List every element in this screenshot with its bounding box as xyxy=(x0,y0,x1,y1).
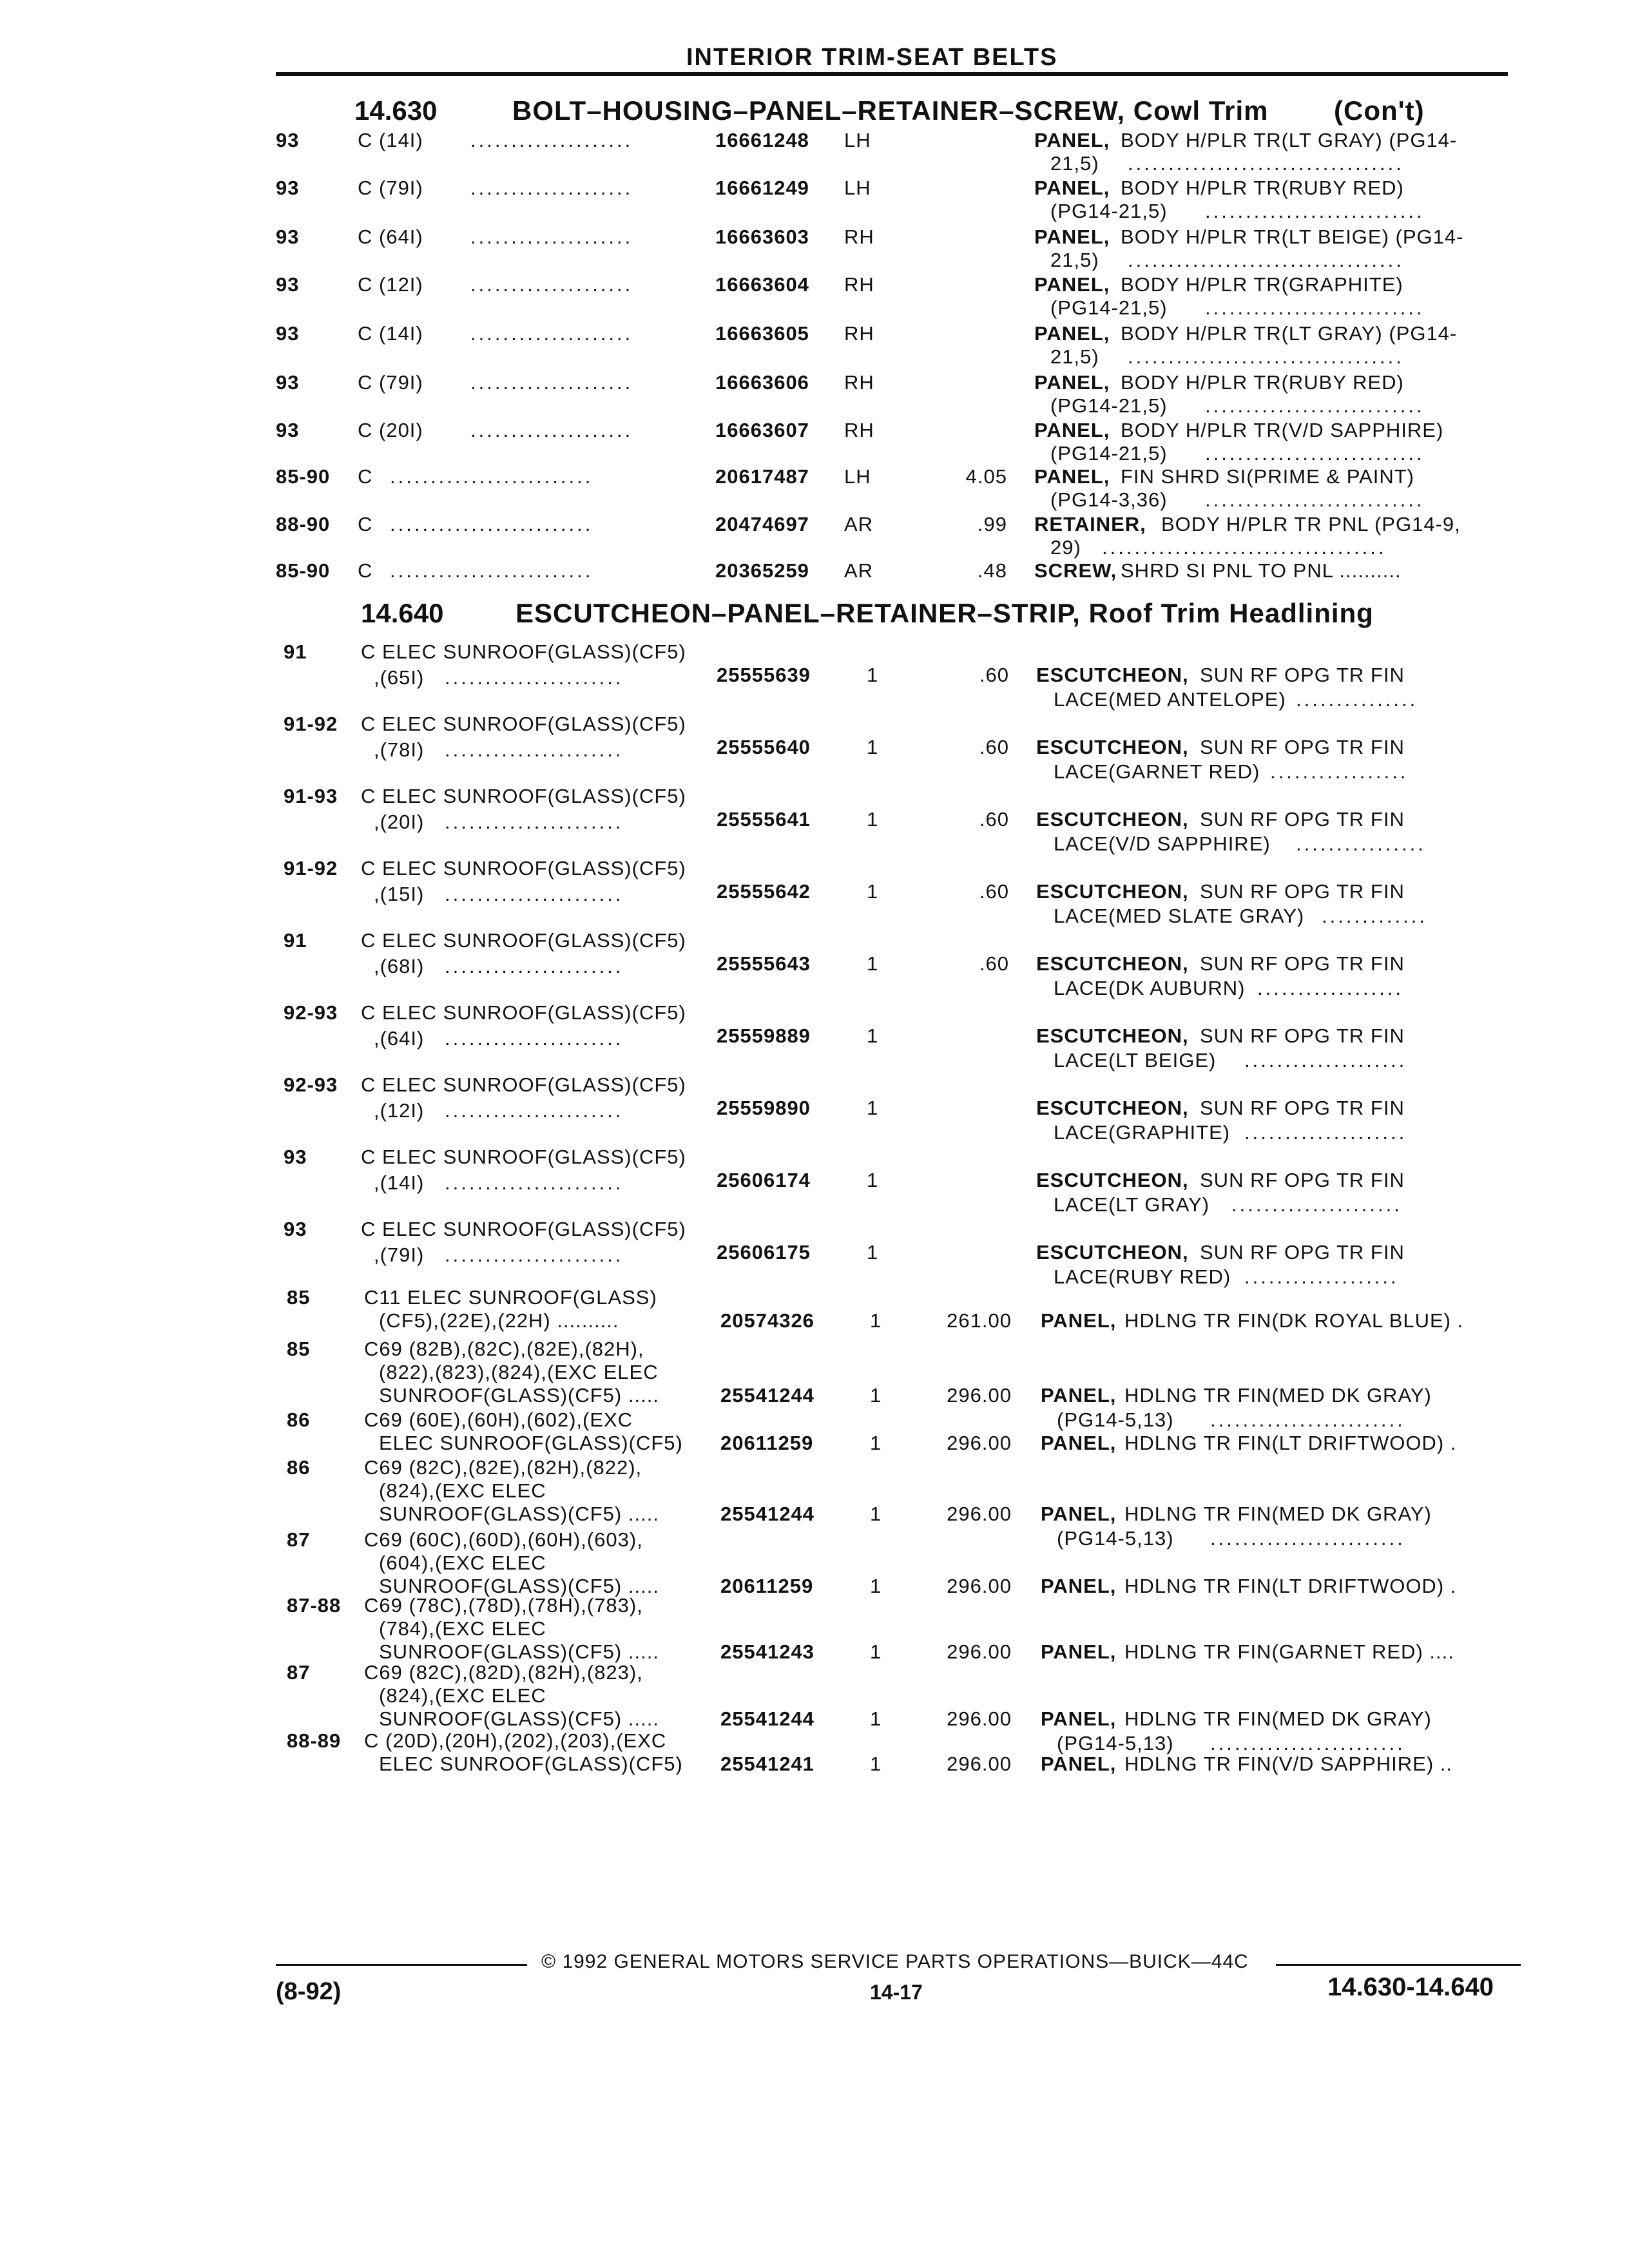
footer-copyright: © 1992 GENERAL MOTORS SERVICE PARTS OPERATIONS—BUICK—44C xyxy=(541,1951,1249,1972)
leader-dots: ............... xyxy=(1296,688,1418,711)
part-number: 25606175 xyxy=(717,1241,811,1264)
description-cont: (PG14-5,13) xyxy=(1057,1527,1174,1550)
price: 296.00 xyxy=(947,1753,1012,1775)
description-cont: (PG14-5,13) xyxy=(1057,1408,1174,1431)
model-code-line: (824),(EXC ELEC xyxy=(379,1479,546,1502)
quantity: 1 xyxy=(870,1707,882,1730)
section-title: ESCUTCHEON–PANEL–RETAINER–STRIP, Roof Trim Headlining xyxy=(516,598,1374,628)
quantity: 1 xyxy=(867,952,879,975)
description: SUN RF OPG TR FIN xyxy=(1200,664,1405,686)
description-keyword: PANEL, xyxy=(1034,273,1110,296)
model-code: C (64I) xyxy=(358,226,423,248)
quantity: 1 xyxy=(867,880,879,903)
model-option: ,(12I) xyxy=(374,1099,425,1122)
description-keyword: PANEL, xyxy=(1034,419,1110,441)
price: .60 xyxy=(979,952,1009,975)
model-code-line: (824),(EXC ELEC xyxy=(379,1684,546,1707)
description: SUN RF OPG TR FIN xyxy=(1200,1024,1405,1047)
part-number: 25541243 xyxy=(720,1640,815,1663)
model-code: C (79I) xyxy=(358,371,423,394)
description-cont: 21,5) xyxy=(1050,249,1099,271)
model-year: 88-90 xyxy=(276,513,331,535)
leader-dots: ........................ xyxy=(1210,1732,1405,1754)
description: HDLNG TR FIN(MED DK GRAY) xyxy=(1124,1384,1432,1407)
side-code: LH xyxy=(844,177,871,199)
side-code: AR xyxy=(844,513,874,535)
description-cont: (PG14-21,5) xyxy=(1050,200,1168,222)
part-number: 25555643 xyxy=(717,952,811,975)
part-number: 20365259 xyxy=(715,559,809,582)
description-keyword: ESCUTCHEON, xyxy=(1036,1169,1189,1191)
leader-dots: ..................... xyxy=(1231,1193,1402,1216)
parts-row xyxy=(0,785,1629,856)
leader-dots: .................................. xyxy=(1128,152,1404,175)
description-keyword: ESCUTCHEON, xyxy=(1036,1241,1189,1264)
footer-range: 14.630-14.640 xyxy=(1327,1973,1494,2001)
model-code: C (14I) xyxy=(358,129,423,151)
part-number: 16661249 xyxy=(715,177,809,199)
part-number: 20617487 xyxy=(715,465,809,488)
leader-dots: ......................... xyxy=(390,465,593,488)
parts-row xyxy=(0,1729,1629,1776)
footer-rule-right xyxy=(1276,1964,1521,1966)
model-code: C ELEC SUNROOF(GLASS)(CF5) xyxy=(361,1146,686,1168)
part-number: 16663604 xyxy=(715,273,809,296)
description-cont: LACE(GARNET RED) xyxy=(1054,760,1260,783)
leader-dots: ................. xyxy=(1270,760,1409,783)
model-year: 86 xyxy=(287,1456,311,1479)
model-code: C ELEC SUNROOF(GLASS)(CF5) xyxy=(361,1218,686,1240)
description: BODY H/PLR TR(V/D SAPPHIRE) xyxy=(1121,419,1444,441)
leader-dots: ................... xyxy=(1244,1265,1399,1288)
quantity: 1 xyxy=(870,1384,882,1407)
parts-row xyxy=(0,371,1629,418)
leader-dots: .................... xyxy=(470,419,633,441)
description: FIN SHRD SI(PRIME & PAINT) xyxy=(1121,465,1415,488)
part-number: 25541241 xyxy=(720,1753,815,1775)
description-cont: LACE(GRAPHITE) xyxy=(1054,1121,1231,1144)
description: HDLNG TR FIN(V/D SAPPHIRE) .. xyxy=(1124,1753,1452,1775)
leader-dots: ........................... xyxy=(1205,200,1425,222)
leader-dots: ................................... xyxy=(1102,536,1387,559)
model-year: 93 xyxy=(276,322,300,345)
description-cont: LACE(MED SLATE GRAY) xyxy=(1054,905,1305,927)
model-year: 93 xyxy=(276,129,300,151)
parts-row xyxy=(0,513,1629,559)
model-option: ,(78I) xyxy=(374,738,425,761)
leader-dots: ............. xyxy=(1322,905,1427,927)
model-code-line: (CF5),(22E),(22H) .......... xyxy=(379,1309,619,1332)
model-year: 87 xyxy=(287,1661,311,1684)
leader-dots: ...................... xyxy=(445,738,624,761)
model-option: ,(20I) xyxy=(374,811,425,833)
quantity: 1 xyxy=(870,1575,882,1597)
footer-date: (8-92) xyxy=(276,1978,342,2005)
leader-dots: ......................... xyxy=(390,559,593,582)
model-code-line: C69 (78C),(78D),(78H),(783), xyxy=(364,1594,643,1617)
description-keyword: PANEL, xyxy=(1034,226,1110,248)
description-keyword: ESCUTCHEON, xyxy=(1036,736,1189,758)
parts-row xyxy=(0,226,1629,272)
model-code-line: C69 (60C),(60D),(60H),(603), xyxy=(364,1528,643,1551)
description: BODY H/PLR TR(LT GRAY) (PG14- xyxy=(1121,322,1458,345)
model-option: ,(68I) xyxy=(374,955,425,977)
description-keyword: PANEL, xyxy=(1041,1432,1117,1454)
part-number: 16663606 xyxy=(715,371,809,394)
description: BODY H/PLR TR PNL (PG14-9, xyxy=(1161,513,1461,535)
part-number: 16661248 xyxy=(715,129,809,151)
description-cont: 29) xyxy=(1050,536,1081,559)
model-year: 87-88 xyxy=(287,1594,342,1617)
side-code: RH xyxy=(844,371,874,394)
model-year: 93 xyxy=(276,419,300,441)
description-cont: (PG14-21,5) xyxy=(1050,442,1168,465)
price: 296.00 xyxy=(947,1640,1012,1663)
description-keyword: PANEL, xyxy=(1034,177,1110,199)
model-code-line: SUNROOF(GLASS)(CF5) ..... xyxy=(379,1707,659,1730)
part-number: 25541244 xyxy=(720,1503,815,1525)
model-year: 85-90 xyxy=(276,465,331,488)
price: 261.00 xyxy=(947,1309,1012,1332)
description-keyword: PANEL, xyxy=(1034,371,1110,394)
model-option: ,(15I) xyxy=(374,883,425,905)
model-code-line: C69 (82B),(82C),(82E),(82H), xyxy=(364,1338,644,1360)
model-year: 91-93 xyxy=(284,785,338,807)
leader-dots: ...................... xyxy=(445,811,624,833)
parts-row xyxy=(0,177,1629,223)
model-code: C (14I) xyxy=(358,322,423,345)
parts-row xyxy=(0,1528,1629,1598)
price: .60 xyxy=(979,880,1009,903)
price: .48 xyxy=(977,559,1007,582)
model-year: 93 xyxy=(284,1146,307,1168)
price: 4.05 xyxy=(965,465,1007,488)
model-code: C xyxy=(358,513,373,535)
description-keyword: RETAINER, xyxy=(1034,513,1146,535)
leader-dots: ................ xyxy=(1296,832,1426,855)
description: SUN RF OPG TR FIN xyxy=(1200,736,1405,758)
description-cont: (PG14-3,36) xyxy=(1050,488,1168,511)
quantity: 1 xyxy=(867,1241,879,1264)
description: SUN RF OPG TR FIN xyxy=(1200,1241,1405,1264)
leader-dots: .................... xyxy=(470,322,633,345)
leader-dots: ...................... xyxy=(445,666,624,689)
model-code: C (79I) xyxy=(358,177,423,199)
model-year: 86 xyxy=(287,1408,311,1431)
model-year: 91 xyxy=(284,640,307,663)
side-code: LH xyxy=(844,465,871,488)
quantity: 1 xyxy=(870,1753,882,1775)
description-keyword: ESCUTCHEON, xyxy=(1036,952,1189,975)
quantity: 1 xyxy=(867,1169,879,1191)
parts-row xyxy=(0,857,1629,928)
quantity: 1 xyxy=(867,808,879,831)
description-keyword: SCREW, xyxy=(1034,559,1117,582)
model-code-line: SUNROOF(GLASS)(CF5) ..... xyxy=(379,1640,659,1663)
model-code-line: C (20D),(20H),(202),(203),(EXC xyxy=(364,1729,667,1752)
description-cont: (PG14-21,5) xyxy=(1050,296,1168,319)
parts-row xyxy=(0,1073,1629,1144)
leader-dots: ...................... xyxy=(445,1171,624,1194)
price: 296.00 xyxy=(947,1575,1012,1597)
section-number: 14.640 xyxy=(361,598,444,628)
side-code: RH xyxy=(844,226,874,248)
model-code: C ELEC SUNROOF(GLASS)(CF5) xyxy=(361,713,686,735)
leader-dots: ...................... xyxy=(445,1244,624,1266)
section-title: BOLT–HOUSING–PANEL–RETAINER–SCREW, Cowl Trim xyxy=(512,95,1269,126)
price: .60 xyxy=(979,664,1009,686)
description-cont: LACE(DK AUBURN) xyxy=(1054,977,1246,999)
model-code: C ELEC SUNROOF(GLASS)(CF5) xyxy=(361,857,686,879)
description-keyword: PANEL, xyxy=(1041,1640,1117,1663)
description: BODY H/PLR TR(LT BEIGE) (PG14- xyxy=(1121,226,1464,248)
model-year: 93 xyxy=(276,371,300,394)
part-number: 25555642 xyxy=(717,880,811,903)
model-year: 85-90 xyxy=(276,559,331,582)
description: HDLNG TR FIN(GARNET RED) .... xyxy=(1124,1640,1454,1663)
header-rule xyxy=(276,72,1508,76)
model-option: ,(64I) xyxy=(374,1027,425,1050)
description: HDLNG TR FIN(LT DRIFTWOOD) . xyxy=(1124,1432,1457,1454)
description: BODY H/PLR TR(RUBY RED) xyxy=(1121,371,1404,394)
part-number: 20574326 xyxy=(720,1309,815,1332)
leader-dots: .................... xyxy=(1244,1049,1407,1072)
model-code: C ELEC SUNROOF(GLASS)(CF5) xyxy=(361,1001,686,1024)
description-keyword: PANEL, xyxy=(1034,322,1110,345)
leader-dots: ...................... xyxy=(445,1027,624,1050)
model-code: C xyxy=(358,465,373,488)
parts-row xyxy=(0,1286,1629,1332)
model-option: ,(65I) xyxy=(374,666,425,689)
part-number: 25555640 xyxy=(717,736,811,758)
parts-row xyxy=(0,1146,1629,1216)
quantity: 1 xyxy=(867,1024,879,1047)
description: BODY H/PLR TR(GRAPHITE) xyxy=(1121,273,1403,296)
model-code: C (20I) xyxy=(358,419,423,441)
model-code-line: C69 (82C),(82E),(82H),(822), xyxy=(364,1456,642,1479)
leader-dots: .................... xyxy=(470,273,633,296)
description-keyword: PANEL, xyxy=(1034,465,1110,488)
leader-dots: ...................... xyxy=(445,883,624,905)
description-keyword: ESCUTCHEON, xyxy=(1036,664,1189,686)
model-code: C (12I) xyxy=(358,273,423,296)
model-year: 91-92 xyxy=(284,713,338,735)
section-number: 14.630 xyxy=(354,95,438,126)
description: BODY H/PLR TR(LT GRAY) (PG14- xyxy=(1121,129,1458,151)
description-keyword: PANEL, xyxy=(1041,1503,1117,1525)
parts-row xyxy=(0,929,1629,1000)
leader-dots: .................................. xyxy=(1128,345,1404,368)
parts-row xyxy=(0,465,1629,512)
description-keyword: ESCUTCHEON, xyxy=(1036,880,1189,903)
price: .60 xyxy=(979,736,1009,758)
model-year: 92-93 xyxy=(284,1001,338,1024)
model-code-line: C69 (82C),(82D),(82H),(823), xyxy=(364,1661,643,1684)
description-keyword: ESCUTCHEON, xyxy=(1036,1097,1189,1119)
model-code-line: ELEC SUNROOF(GLASS)(CF5) xyxy=(379,1753,683,1775)
leader-dots: ........................... xyxy=(1205,442,1425,465)
price: 296.00 xyxy=(947,1384,1012,1407)
part-number: 16663605 xyxy=(715,322,809,345)
description-cont: LACE(V/D SAPPHIRE) xyxy=(1054,832,1271,855)
price: .60 xyxy=(979,808,1009,831)
footer-rule-left xyxy=(276,1964,527,1966)
side-code: LH xyxy=(844,129,871,151)
model-option: ,(14I) xyxy=(374,1171,425,1194)
leader-dots: ........................ xyxy=(1210,1408,1405,1431)
side-code: RH xyxy=(844,322,874,345)
parts-row xyxy=(0,419,1629,465)
parts-row xyxy=(0,1218,1629,1289)
description: HDLNG TR FIN(MED DK GRAY) xyxy=(1124,1707,1432,1730)
price: 296.00 xyxy=(947,1432,1012,1454)
model-code-line: SUNROOF(GLASS)(CF5) ..... xyxy=(379,1384,659,1407)
description: BODY H/PLR TR(RUBY RED) xyxy=(1121,177,1404,199)
model-year: 91-92 xyxy=(284,857,338,879)
description-cont: (PG14-21,5) xyxy=(1050,394,1168,417)
description-keyword: PANEL, xyxy=(1034,129,1110,151)
description: SUN RF OPG TR FIN xyxy=(1200,1097,1405,1119)
part-number: 25555641 xyxy=(717,808,811,831)
quantity: 1 xyxy=(870,1432,882,1454)
description: SUN RF OPG TR FIN xyxy=(1200,952,1405,975)
parts-row xyxy=(0,322,1629,369)
description-keyword: PANEL, xyxy=(1041,1384,1117,1407)
part-number: 20611259 xyxy=(720,1575,814,1597)
model-code-line: SUNROOF(GLASS)(CF5) ..... xyxy=(379,1575,659,1597)
leader-dots: ........................... xyxy=(1205,394,1425,417)
description-cont: (PG14-5,13) xyxy=(1057,1732,1174,1754)
footer-page-number: 14-17 xyxy=(870,1981,923,2004)
leader-dots: ........................ xyxy=(1210,1527,1405,1550)
model-code-line: (604),(EXC ELEC xyxy=(379,1552,546,1574)
description-keyword: PANEL, xyxy=(1041,1753,1117,1775)
part-number: 20611259 xyxy=(720,1432,814,1454)
leader-dots: .................. xyxy=(1257,977,1404,999)
quantity: 1 xyxy=(867,664,879,686)
description-cont: 21,5) xyxy=(1050,345,1099,368)
quantity: 1 xyxy=(870,1640,882,1663)
description: SUN RF OPG TR FIN xyxy=(1200,880,1405,903)
parts-row xyxy=(0,1594,1629,1664)
model-code-line: ELEC SUNROOF(GLASS)(CF5) xyxy=(379,1432,683,1454)
description: SHRD SI PNL TO PNL .......... xyxy=(1121,559,1402,582)
model-code-line: (822),(823),(824),(EXC ELEC xyxy=(379,1361,659,1383)
part-number: 16663607 xyxy=(715,419,809,441)
parts-row xyxy=(0,713,1629,783)
part-number: 25555639 xyxy=(717,664,811,686)
part-number: 20474697 xyxy=(715,513,809,535)
description: HDLNG TR FIN(LT DRIFTWOOD) . xyxy=(1124,1575,1457,1597)
model-year: 93 xyxy=(276,273,300,296)
leader-dots: .................... xyxy=(470,177,633,199)
quantity: 1 xyxy=(867,736,879,758)
price: 296.00 xyxy=(947,1503,1012,1525)
model-code: C xyxy=(358,559,373,582)
leader-dots: ...................... xyxy=(445,1099,624,1122)
price: 296.00 xyxy=(947,1707,1012,1730)
part-number: 25559889 xyxy=(717,1024,811,1047)
description-keyword: PANEL, xyxy=(1041,1707,1117,1730)
parts-row xyxy=(0,1001,1629,1072)
parts-row xyxy=(0,129,1629,175)
page-header-title: INTERIOR TRIM-SEAT BELTS xyxy=(686,44,1058,71)
part-number: 25606174 xyxy=(717,1169,811,1191)
model-year: 93 xyxy=(276,177,300,199)
leader-dots: ...................... xyxy=(445,955,624,977)
model-year: 88-89 xyxy=(287,1729,342,1752)
model-year: 92-93 xyxy=(284,1073,338,1096)
description: HDLNG TR FIN(MED DK GRAY) xyxy=(1124,1503,1432,1525)
model-code-line: (784),(EXC ELEC xyxy=(379,1617,546,1640)
side-code: RH xyxy=(844,273,874,296)
model-code-line: C69 (60E),(60H),(602),(EXC xyxy=(364,1408,633,1431)
description-keyword: ESCUTCHEON, xyxy=(1036,808,1189,831)
description: HDLNG TR FIN(DK ROYAL BLUE) . xyxy=(1124,1309,1464,1332)
description-cont: LACE(LT GRAY) xyxy=(1054,1193,1210,1216)
quantity: 1 xyxy=(870,1309,882,1332)
part-number: 25541244 xyxy=(720,1384,815,1407)
description-keyword: ESCUTCHEON, xyxy=(1036,1024,1189,1047)
leader-dots: ........................... xyxy=(1205,296,1425,319)
part-number: 25559890 xyxy=(717,1097,811,1119)
description-cont: LACE(MED ANTELOPE) xyxy=(1054,688,1286,711)
parts-row xyxy=(0,273,1629,320)
description: SUN RF OPG TR FIN xyxy=(1200,808,1405,831)
section-cont-label: (Con't) xyxy=(1334,95,1425,126)
description-keyword: PANEL, xyxy=(1041,1309,1117,1332)
side-code: RH xyxy=(844,419,874,441)
leader-dots: .................... xyxy=(470,226,633,248)
model-year: 87 xyxy=(287,1528,311,1551)
description-keyword: PANEL, xyxy=(1041,1575,1117,1597)
side-code: AR xyxy=(844,559,874,582)
description: SUN RF OPG TR FIN xyxy=(1200,1169,1405,1191)
part-number: 25541244 xyxy=(720,1707,815,1730)
leader-dots: ........................... xyxy=(1205,488,1425,511)
description-cont: LACE(LT BEIGE) xyxy=(1054,1049,1217,1072)
quantity: 1 xyxy=(870,1503,882,1525)
quantity: 1 xyxy=(867,1097,879,1119)
model-year: 85 xyxy=(287,1338,311,1360)
model-year: 93 xyxy=(284,1218,307,1240)
model-option: ,(79I) xyxy=(374,1244,425,1266)
leader-dots: .................... xyxy=(470,371,633,394)
model-year: 91 xyxy=(284,929,307,952)
model-code: C ELEC SUNROOF(GLASS)(CF5) xyxy=(361,640,686,663)
leader-dots: .................... xyxy=(470,129,633,151)
model-code: C ELEC SUNROOF(GLASS)(CF5) xyxy=(361,785,686,807)
model-code-line: C11 ELEC SUNROOF(GLASS) xyxy=(364,1286,657,1309)
price: .99 xyxy=(977,513,1007,535)
parts-row xyxy=(0,640,1629,711)
model-code: C ELEC SUNROOF(GLASS)(CF5) xyxy=(361,1073,686,1096)
model-code-line: SUNROOF(GLASS)(CF5) ..... xyxy=(379,1503,659,1525)
parts-row xyxy=(0,1408,1629,1455)
description-cont: 21,5) xyxy=(1050,152,1099,175)
part-number: 16663603 xyxy=(715,226,809,248)
leader-dots: .................................. xyxy=(1128,249,1404,271)
model-year: 85 xyxy=(287,1286,311,1309)
model-code: C ELEC SUNROOF(GLASS)(CF5) xyxy=(361,929,686,952)
model-year: 93 xyxy=(276,226,300,248)
description-cont: LACE(RUBY RED) xyxy=(1054,1265,1231,1288)
leader-dots: .................... xyxy=(1244,1121,1407,1144)
leader-dots: ......................... xyxy=(390,513,593,535)
